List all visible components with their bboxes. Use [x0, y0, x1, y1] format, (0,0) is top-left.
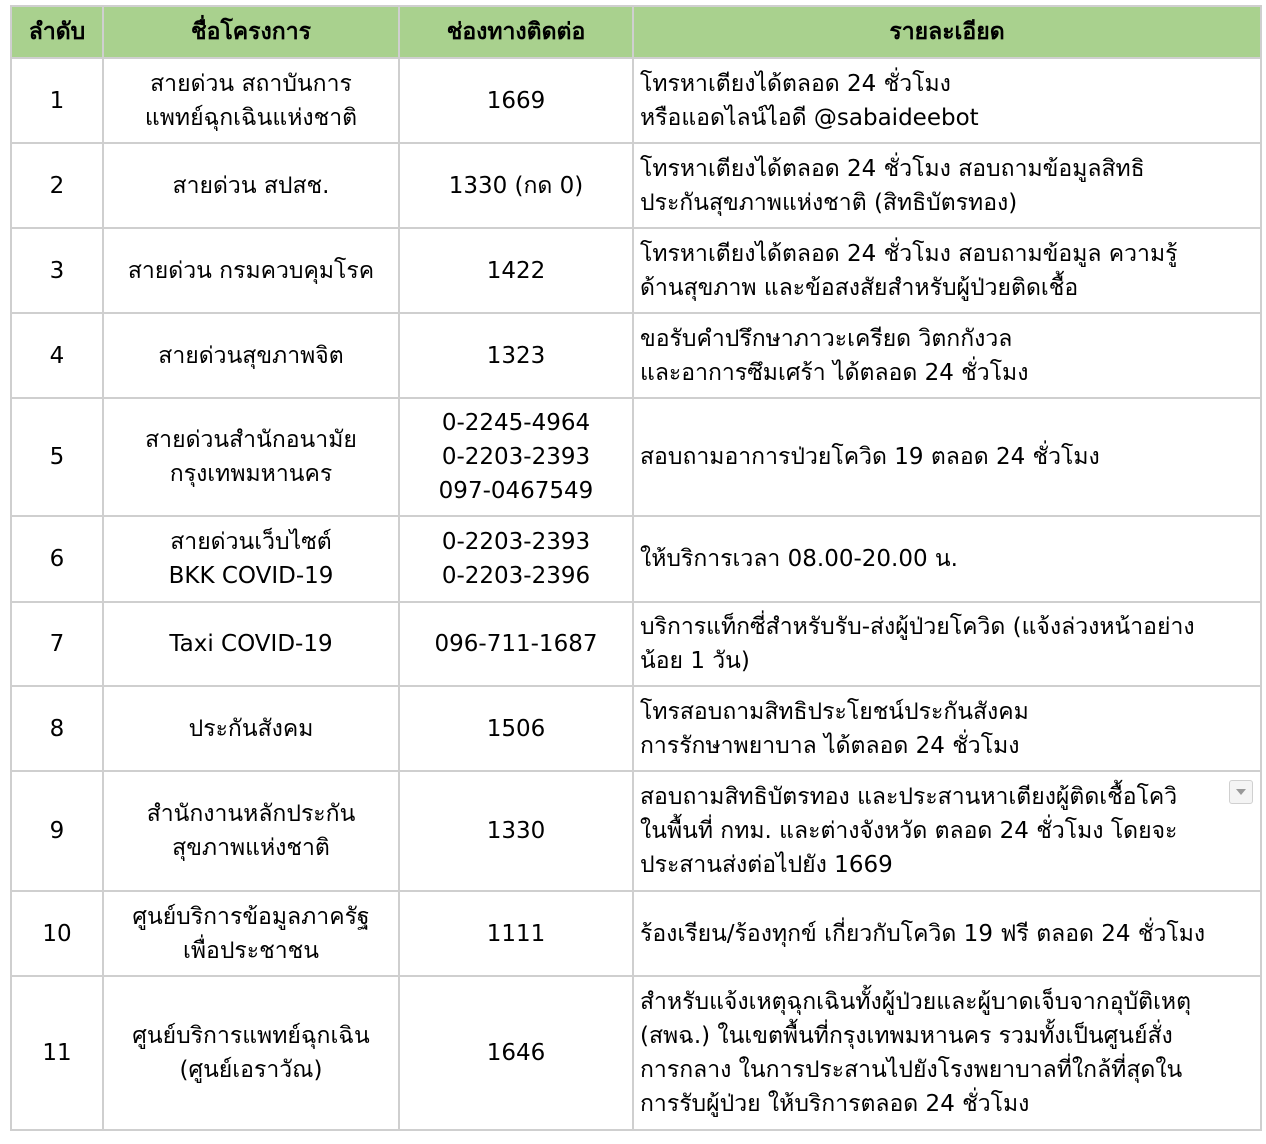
cell-detail[interactable]	[633, 686, 1261, 771]
cell-contact[interactable]	[399, 891, 633, 976]
cell-line: 1646	[486, 1040, 546, 1066]
table-row	[11, 398, 1261, 516]
cell-line: สายด่วนสำนักอนามัย	[145, 427, 357, 453]
cell-line: BKK COVID-19	[168, 563, 334, 589]
cell-contact[interactable]	[399, 313, 633, 398]
cell-line: สุขภาพแห่งชาติ	[172, 835, 330, 861]
cell-line: 1669	[486, 87, 546, 114]
hotline-table	[10, 5, 1262, 1131]
cell-contact[interactable]	[399, 228, 633, 313]
table-row	[11, 313, 1261, 398]
cell-detail[interactable]	[633, 891, 1261, 976]
cell-line: สอบถามสิทธิบัตรทอง และประสานหาเตียงผู้ติดเชื้อโควิ	[640, 784, 1178, 810]
cell-no[interactable]: 7	[11, 602, 103, 686]
cell-line: 0-2245-4964	[441, 410, 591, 436]
header-detail[interactable]: รายละเอียด	[633, 6, 1261, 58]
cell-line: 097-0467549	[438, 478, 594, 504]
cell-line: บริการแท็กซี่สำหรับรับ-ส่งผู้ป่วยโควิด (แจ้งล่วงหน้าอย่าง	[640, 614, 1195, 640]
cell-no[interactable]: 3	[11, 228, 103, 313]
cell-no[interactable]: 5	[11, 398, 103, 516]
cell-line: ศูนย์บริการแพทย์ฉุกเฉิน	[132, 1023, 370, 1049]
cell-line: ประกันสังคม	[188, 715, 314, 742]
cell-project[interactable]	[103, 58, 399, 143]
table-header-row	[11, 6, 1261, 58]
cell-no[interactable]: 8	[11, 686, 103, 771]
cell-contact[interactable]	[399, 976, 633, 1130]
cell-project[interactable]	[103, 771, 399, 891]
cell-contact[interactable]	[399, 143, 633, 228]
cell-detail[interactable]	[633, 771, 1261, 891]
cell-contact[interactable]	[399, 516, 633, 602]
cell-line: สายด่วน สถาบันการ	[150, 70, 352, 97]
cell-project[interactable]	[103, 602, 399, 686]
cell-line: ประสานส่งต่อไปยัง 1669	[640, 852, 893, 878]
cell-line: ให้บริการเวลา 08.00-20.00 น.	[640, 546, 958, 572]
table-row	[11, 58, 1261, 143]
cell-detail[interactable]	[633, 228, 1261, 313]
cell-line: ในพื้นที่ กทม. และต่างจังหวัด ตลอด 24 ชั่วโมง โดยจะ	[640, 818, 1178, 844]
cell-line: และอาการซึมเศร้า ได้ตลอด 24 ชั่วโมง	[640, 359, 1029, 386]
cell-contact[interactable]	[399, 602, 633, 686]
cell-project[interactable]	[103, 398, 399, 516]
cell-detail[interactable]	[633, 143, 1261, 228]
table-row	[11, 976, 1261, 1130]
cell-line: สอบถามอาการป่วยโควิด 19 ตลอด 24 ชั่วโมง	[640, 444, 1100, 470]
table-row	[11, 516, 1261, 602]
cell-line: โทรหาเตียงได้ตลอด 24 ชั่วโมง สอบถามข้อมูล ความรู้	[640, 240, 1178, 267]
table-body	[11, 58, 1261, 1130]
cell-project[interactable]	[103, 516, 399, 602]
header-no[interactable]: ลำดับ	[11, 6, 103, 58]
cell-project[interactable]	[103, 891, 399, 976]
cell-contact[interactable]	[399, 686, 633, 771]
cell-line: โทรสอบถามสิทธิประโยชน์ประกันสังคม	[640, 698, 1029, 725]
cell-line: 0-2203-2393	[441, 444, 591, 470]
header-project[interactable]: ชื่อโครงการ	[103, 6, 399, 58]
cell-line: สายด่วนสุขภาพจิต	[158, 342, 344, 369]
cell-line: 1422	[486, 257, 546, 284]
cell-project[interactable]	[103, 976, 399, 1130]
cell-line: โทรหาเตียงได้ตลอด 24 ชั่วโมง สอบถามข้อมูลสิทธิ	[640, 155, 1145, 182]
filter-dropdown-icon[interactable]	[1229, 780, 1253, 804]
cell-project[interactable]	[103, 686, 399, 771]
cell-line: 1111	[486, 920, 546, 947]
table-row	[11, 771, 1261, 891]
cell-line: สำนักงานหลักประกัน	[146, 801, 356, 827]
cell-detail[interactable]	[633, 516, 1261, 602]
cell-line: Taxi COVID-19	[169, 631, 333, 657]
table-row	[11, 602, 1261, 686]
cell-line: ศูนย์บริการข้อมูลภาครัฐ	[132, 903, 370, 930]
table-row	[11, 228, 1261, 313]
cell-line: 1506	[486, 715, 546, 742]
table-row	[11, 891, 1261, 976]
cell-project[interactable]	[103, 143, 399, 228]
cell-line: ร้องเรียน/ร้องทุกข์ เกี่ยวกับโควิด 19 ฟรี ตลอด 24 ชั่วโมง	[640, 920, 1206, 947]
cell-no[interactable]: 10	[11, 891, 103, 976]
cell-line: ด้านสุขภาพ และข้อสงสัยสำหรับผู้ป่วยติดเชื้อ	[640, 274, 1079, 301]
cell-project[interactable]	[103, 313, 399, 398]
cell-line: 1330	[486, 818, 546, 844]
cell-line: กรุงเทพมหานคร	[169, 461, 333, 487]
cell-line: 096-711-1687	[434, 631, 598, 657]
cell-line: การรับผู้ป่วย ให้บริการตลอด 24 ชั่วโมง	[640, 1091, 1030, 1117]
cell-line: ขอรับคำปรึกษาภาวะเครียด วิตกกังวล	[640, 325, 1013, 352]
cell-line: น้อย 1 วัน)	[640, 648, 750, 674]
table-row	[11, 686, 1261, 771]
cell-line: 1323	[486, 342, 546, 369]
cell-contact[interactable]	[399, 398, 633, 516]
cell-line: การรักษาพยาบาล ได้ตลอด 24 ชั่วโมง	[640, 732, 1020, 759]
cell-detail[interactable]	[633, 313, 1261, 398]
cell-detail[interactable]	[633, 602, 1261, 686]
cell-line: แพทย์ฉุกเฉินแห่งชาติ	[144, 104, 358, 131]
cell-line: 1330 (กด 0)	[448, 172, 584, 199]
table-row	[11, 143, 1261, 228]
cell-project[interactable]	[103, 228, 399, 313]
cell-no[interactable]: 2	[11, 143, 103, 228]
cell-line: สายด่วน สปสช.	[172, 172, 330, 199]
cell-line: 0-2203-2396	[441, 563, 591, 589]
cell-line: (ศูนย์เอราวัณ)	[179, 1057, 323, 1083]
cell-no[interactable]: 6	[11, 516, 103, 602]
cell-line: การกลาง ในการประสานไปยังโรงพยาบาลที่ใกล้ที่สุดใน	[640, 1057, 1183, 1083]
cell-line: สำหรับแจ้งเหตุฉุกเฉินทั้งผู้ป่วยและผู้บาดเจ็บจากอุบัติเหตุ	[640, 989, 1192, 1015]
cell-line: โทรหาเตียงได้ตลอด 24 ชั่วโมง	[640, 70, 951, 97]
cell-no[interactable]: 4	[11, 313, 103, 398]
cell-detail[interactable]	[633, 58, 1261, 143]
header-contact[interactable]: ช่องทางติดต่อ	[399, 6, 633, 58]
cell-no[interactable]: 1	[11, 58, 103, 143]
cell-line: (สพฉ.) ในเขตพื้นที่กรุงเทพมหานคร รวมทั้งเป็นศูนย์สั่ง	[640, 1023, 1173, 1049]
cell-contact[interactable]	[399, 771, 633, 891]
cell-line: 0-2203-2393	[441, 529, 591, 555]
cell-line: ประกันสุขภาพแห่งชาติ (สิทธิบัตรทอง)	[640, 189, 1018, 216]
cell-no[interactable]: 11	[11, 976, 103, 1130]
cell-contact[interactable]	[399, 58, 633, 143]
cell-detail[interactable]	[633, 976, 1261, 1130]
cell-line: เพื่อประชาชน	[182, 937, 319, 964]
cell-no[interactable]: 9	[11, 771, 103, 891]
cell-line: สายด่วน กรมควบคุมโรค	[127, 257, 375, 284]
cell-line: สายด่วนเว็บไซต์	[170, 529, 332, 555]
cell-line: หรือแอดไลน์ไอดี @sabaideebot	[640, 104, 979, 131]
cell-detail[interactable]	[633, 398, 1261, 516]
